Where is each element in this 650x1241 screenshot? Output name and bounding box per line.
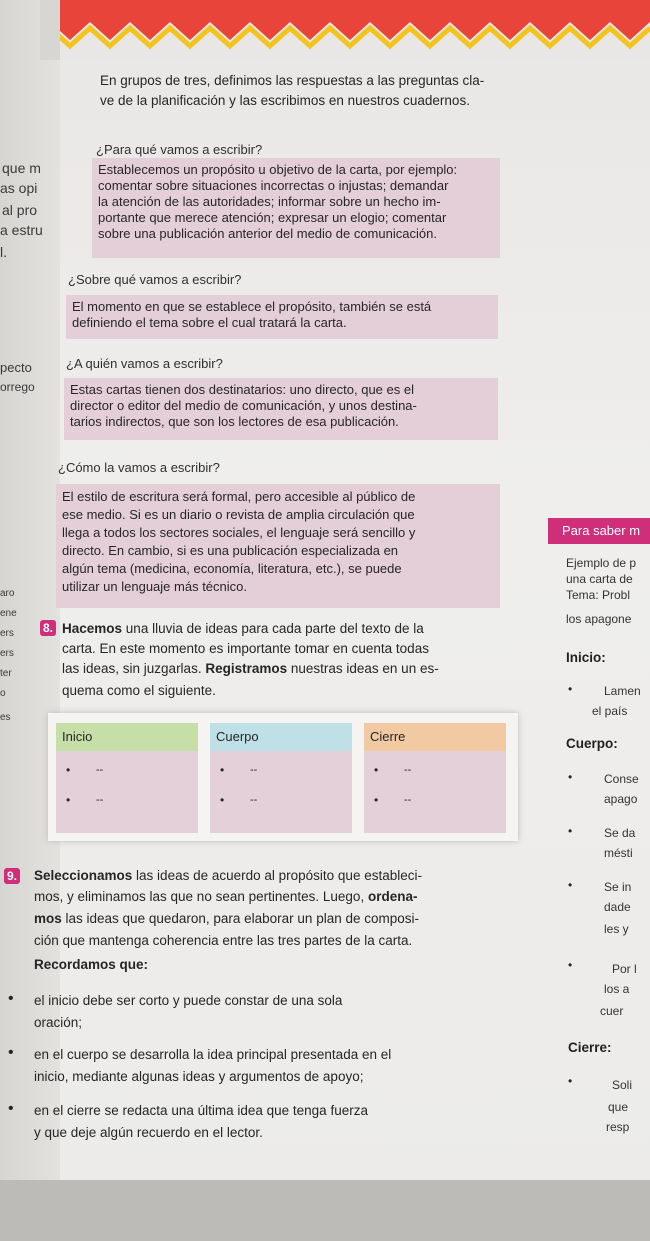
bullet-icon: • xyxy=(568,682,573,696)
question-audience: ¿A quién vamos a escribir? xyxy=(66,356,223,371)
sidebar-item-line: apago xyxy=(604,792,638,806)
answer-line: llega a todos los sectores sociales, el lenguaje será sencillo y xyxy=(62,525,416,540)
placeholder-item: -- xyxy=(250,764,258,776)
answer-line: Estas cartas tienen dos destinatarios: uno directo, que es el xyxy=(70,382,414,397)
answer-line: ese medio. Si es un diario o revista de amplia circulación que xyxy=(62,507,415,522)
step8-verb: Registramos xyxy=(205,661,288,676)
step9-verb: ordena- xyxy=(367,889,418,904)
diagram-column-cuerpo xyxy=(210,723,352,827)
bullet-icon: • xyxy=(374,793,379,807)
step8-text: una lluvia de ideas para cada parte del texto de la xyxy=(122,621,424,636)
step9-text: las ideas que quedaron, para elaborar un plan de composi- xyxy=(61,911,420,926)
intro-line: ve de la planificación y las escribimos en nuestros cuadernos. xyxy=(100,93,470,108)
left-fragment: que m xyxy=(2,160,41,176)
column-header xyxy=(210,723,352,751)
bullet-icon: • xyxy=(66,763,71,777)
bullet-icon: • xyxy=(8,990,14,1007)
sidebar-item-line: Soli xyxy=(612,1078,633,1092)
sidebar-item-line: Se in xyxy=(604,880,632,894)
column-header xyxy=(56,723,198,751)
placeholder-item: -- xyxy=(250,794,258,806)
left-fragment: ter xyxy=(0,668,12,679)
step8-text: las ideas, sin juzgarlas. xyxy=(62,661,206,676)
page-bottom-shadow xyxy=(0,1180,650,1241)
column-body xyxy=(56,751,198,833)
sidebar-cuerpo-label: Cuerpo: xyxy=(566,736,618,751)
sidebar-item-line: que xyxy=(608,1100,629,1114)
step9-verb: mos xyxy=(34,911,62,926)
left-fragment: es xyxy=(0,712,11,723)
placeholder-item: -- xyxy=(96,764,104,776)
diagram-column-cierre xyxy=(364,723,506,827)
answer-line: algún tema (medicina, economía, literatura, etc.), se puede xyxy=(62,561,402,576)
answer-audience-box xyxy=(64,378,498,440)
sidebar-inicio-label: Inicio: xyxy=(566,650,606,665)
step8-line: carta. En este momento es importante tomar en cuenta todas xyxy=(62,641,429,656)
column-body xyxy=(210,751,352,833)
sidebar-cierre-label: Cierre: xyxy=(568,1040,612,1055)
column-title: Cierre xyxy=(370,729,406,744)
step9-line: ción que mantenga coherencia entre las tres partes de la carta. xyxy=(34,933,413,948)
sidebar-item-line: les y xyxy=(604,922,629,936)
answer-line: El momento en que se establece el propósito, también se está xyxy=(72,299,432,314)
reminder-line: en el cuerpo se desarrolla la idea principal presentada en el xyxy=(34,1047,392,1062)
sidebar-item-line: cuer xyxy=(600,1004,624,1018)
left-fragment: orrego xyxy=(0,380,35,394)
bullet-icon: • xyxy=(568,824,573,838)
left-fragment: a estru xyxy=(0,222,43,238)
left-fragment: pecto xyxy=(0,360,32,375)
answer-line: sobre una publicación anterior del medio de comunicación. xyxy=(98,226,437,241)
question-topic: ¿Sobre qué vamos a escribir? xyxy=(68,272,242,287)
brainstorm-diagram xyxy=(48,713,518,841)
answer-line: definiendo el tema sobre el cual tratará la carta. xyxy=(72,315,347,330)
reminder-line: y que deje algún recuerdo en el lector. xyxy=(34,1125,263,1140)
sidebar-header-bar xyxy=(548,518,650,544)
answer-line: directo. En cambio, si es una publicación especializada en xyxy=(62,543,399,558)
sidebar-item-line: Se da xyxy=(604,826,636,840)
bullet-icon: • xyxy=(568,958,573,972)
column-title: Cuerpo xyxy=(216,729,259,744)
sidebar-example-line: Ejemplo de p xyxy=(566,556,637,570)
left-fragment: ers xyxy=(0,648,14,659)
answer-line: portante que merece atención; expresar un elogio; comentar xyxy=(98,210,447,225)
sidebar-header: Para saber m xyxy=(562,523,641,538)
answer-purpose-box xyxy=(92,158,500,258)
bullet-icon: • xyxy=(568,770,573,784)
left-fragment: as opi xyxy=(0,180,38,196)
answer-style-box xyxy=(56,484,500,608)
sidebar-example-line: los apagone xyxy=(566,612,632,626)
sidebar-item-line: Conse xyxy=(604,772,639,786)
placeholder-item: -- xyxy=(96,794,104,806)
answer-line: Establecemos un propósito u objetivo de la carta, por ejemplo: xyxy=(98,162,458,177)
diagram-column-inicio xyxy=(56,723,198,827)
column-title: Inicio xyxy=(62,729,93,744)
left-fragment: o xyxy=(0,688,6,699)
step8-text: nuestras ideas en un es- xyxy=(287,661,439,676)
step9-text: mos, y eliminamos las que no sean pertinentes. Luego, xyxy=(34,889,368,904)
sidebar-item-line: dade xyxy=(604,900,631,914)
placeholder-item: -- xyxy=(404,764,412,776)
recordamos-label: Recordamos que: xyxy=(34,957,149,972)
step8-verb: Hacemos xyxy=(62,621,123,636)
step-number-9: 9. xyxy=(4,868,20,884)
sidebar-example-line: una carta de xyxy=(566,572,633,586)
answer-topic-box xyxy=(66,295,498,339)
answer-line: El estilo de escritura será formal, pero accesible al público de xyxy=(62,489,416,504)
left-fragment: aro xyxy=(0,588,15,599)
sidebar-para-saber-mas xyxy=(548,0,650,1241)
sidebar-item-line: mésti xyxy=(604,846,633,860)
step9-verb: Seleccionamos xyxy=(34,868,133,883)
sidebar-item-line: resp xyxy=(606,1120,630,1134)
left-fragment: l. xyxy=(0,244,7,260)
step9-text: las ideas de acuerdo al propósito que estableci- xyxy=(132,868,422,883)
step9-line xyxy=(34,867,422,884)
reminder-line: en el cierre se redacta una última idea que tenga fuerza xyxy=(34,1103,368,1118)
answer-line: la atención de las autoridades; informar sobre un hecho im- xyxy=(98,194,441,209)
question-purpose: ¿Para qué vamos a escribir? xyxy=(96,142,263,157)
answer-line: utilizar un lenguaje más técnico. xyxy=(62,579,247,594)
step9-line xyxy=(34,888,417,905)
column-body xyxy=(364,751,506,833)
bullet-icon: • xyxy=(568,1074,573,1088)
bullet-icon: • xyxy=(66,793,71,807)
answer-line: comentar sobre situaciones incorrectas o injustas; demandar xyxy=(98,178,449,193)
bullet-icon: • xyxy=(374,763,379,777)
bullet-icon: • xyxy=(8,1100,14,1117)
left-fragment: ers xyxy=(0,628,14,639)
answer-line: tarios indirectos, que son los lectores de esa publicación. xyxy=(70,414,399,429)
bullet-icon: • xyxy=(220,763,225,777)
step8-line xyxy=(62,660,439,677)
left-fragment: ene xyxy=(0,608,17,619)
sidebar-item-line: Lamen xyxy=(604,684,641,698)
bullet-icon: • xyxy=(568,878,573,892)
intro-line: En grupos de tres, definimos las respuestas a las preguntas cla- xyxy=(100,73,485,88)
placeholder-item: -- xyxy=(404,794,412,806)
step8-line xyxy=(62,620,424,637)
sidebar-item-line: el país xyxy=(592,704,628,718)
reminder-line: el inicio debe ser corto y puede constar de una sola xyxy=(34,993,343,1008)
question-style: ¿Cómo la vamos a escribir? xyxy=(58,460,220,475)
step9-line xyxy=(34,910,419,927)
sidebar-example-line: Tema: Probl xyxy=(566,588,631,602)
bullet-icon: • xyxy=(220,793,225,807)
answer-line: director o editor del medio de comunicación, y unos destina- xyxy=(70,398,417,413)
sidebar-item-line: Por l xyxy=(612,962,637,976)
left-fragment: al pro xyxy=(2,202,38,218)
step8-line: quema como el siguiente. xyxy=(62,683,216,698)
sidebar-item-line: los a xyxy=(604,982,630,996)
bullet-icon: • xyxy=(8,1044,14,1061)
reminder-line: oración; xyxy=(34,1015,83,1030)
reminder-line: inicio, mediante algunas ideas y argumentos de apoyo; xyxy=(34,1069,364,1084)
column-header xyxy=(364,723,506,751)
step-number-8: 8. xyxy=(40,620,56,636)
